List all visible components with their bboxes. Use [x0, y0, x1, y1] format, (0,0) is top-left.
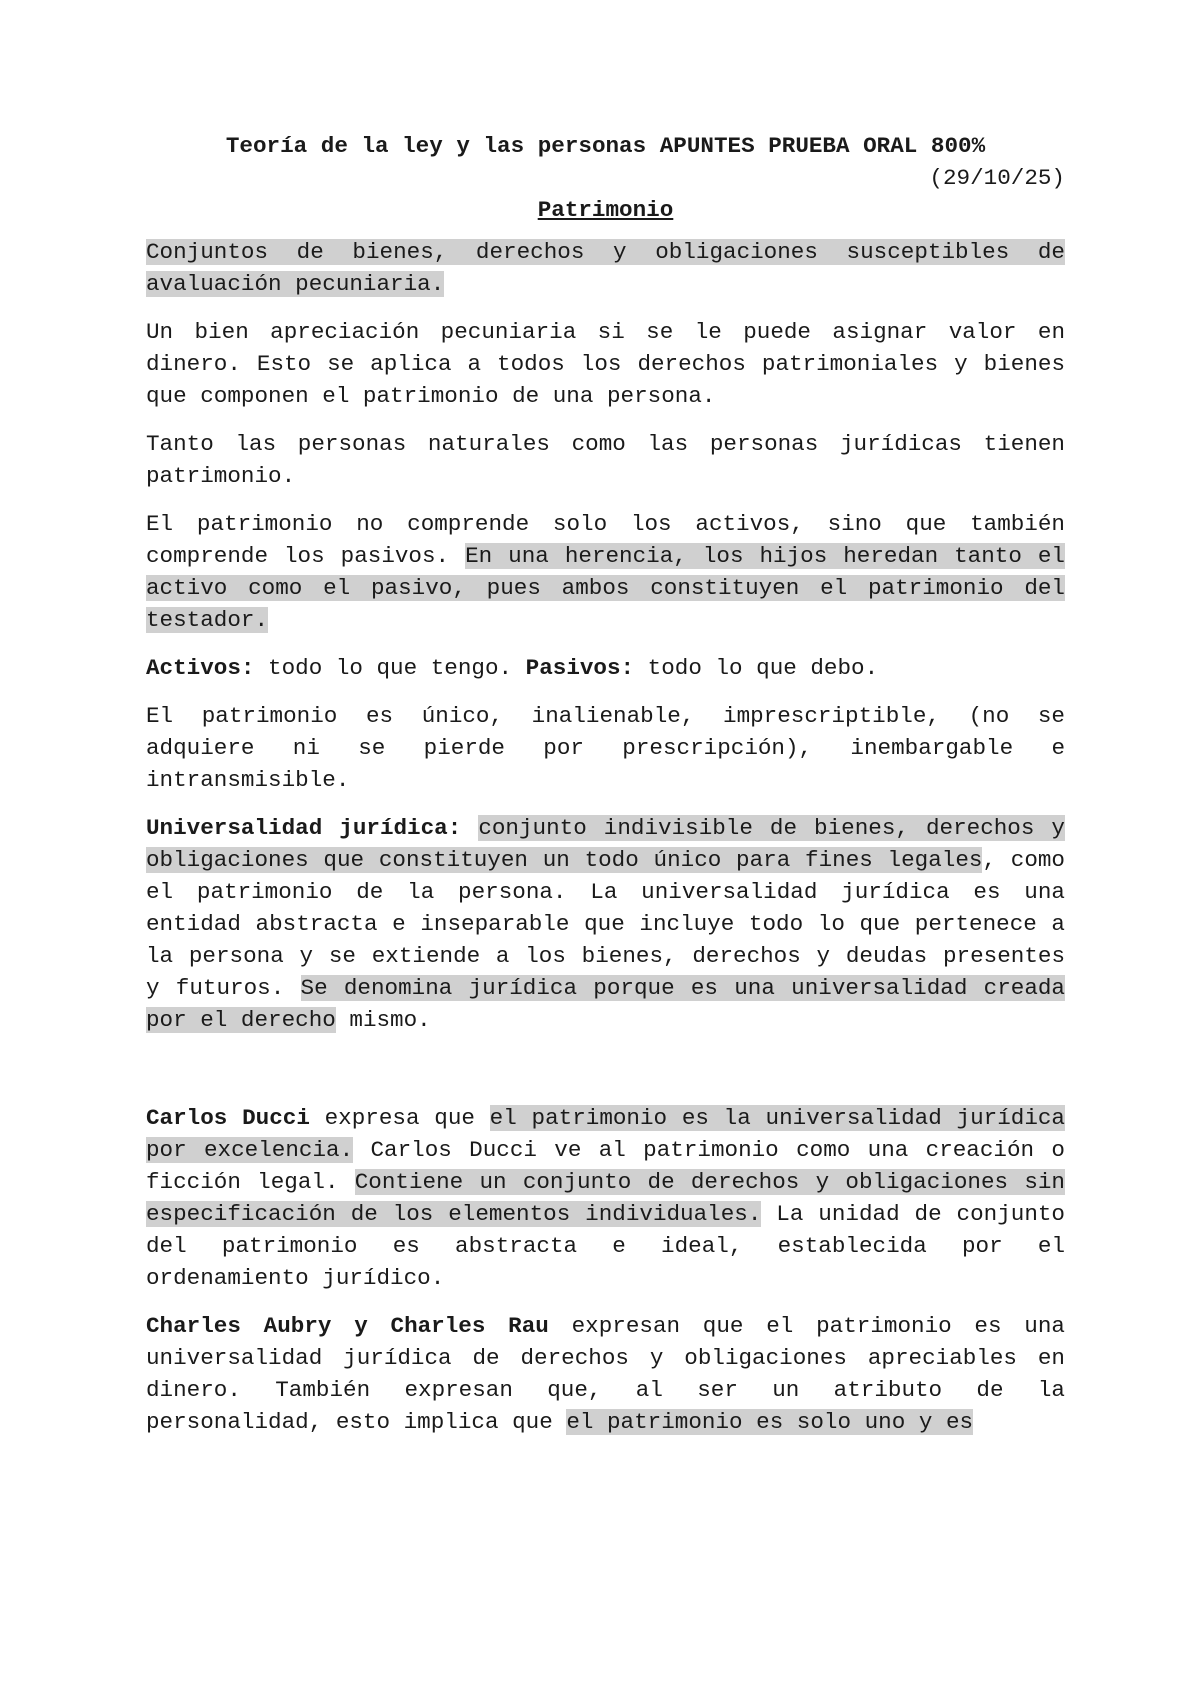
body-text: , como el patrimonio de la persona. La universalidad jurídica es una entidad abstracta e inseparable que incluye todo lo que pertenece a la persona y se extiende a los bienes, derechos y deudas presentes y futuros. [146, 847, 1065, 1001]
bold-term: Activos: [146, 655, 255, 681]
highlighted-text: el patrimonio es solo uno y es [566, 1409, 974, 1435]
paragraph-universality [146, 812, 1065, 1036]
paragraph-characteristics: El patrimonio es único, inalienable, imprescriptible, (no se adquiere ni se pierde por prescripción), inembargable e intransmisible. [146, 703, 1065, 793]
body-text: La unidad de conjunto del patrimonio es abstracta e ideal, establecida por el ordenamiento jurídico. [146, 1201, 1065, 1291]
highlighted-text: Se denomina jurídica porque es una universalidad creada por el derecho [146, 975, 1065, 1033]
blank-space [146, 1052, 1065, 1102]
body-text: expresa que [309, 1105, 490, 1131]
paragraph-definition [146, 236, 1065, 300]
document-date: (29/10/25) [929, 165, 1065, 191]
highlighted-text: Conjuntos de bienes, derechos y obligaciones susceptibles de avaluación pecuniaria. [146, 239, 1065, 297]
body-text: todo lo que debo. [634, 655, 879, 681]
highlighted-text: conjunto indivisible de bienes, derechos y obligaciones que constituyen un todo único para fines legales [146, 815, 1065, 873]
body-text: El patrimonio no comprende solo los activos, sino que también comprende los pasivos. [146, 511, 1065, 569]
document-title: Teoría de la ley y las personas APUNTES PRUEBA ORAL 800% [225, 133, 986, 159]
paragraph-assets-liabilities [146, 508, 1065, 636]
section-heading: Patrimonio [537, 197, 674, 223]
document-page [146, 130, 1065, 1454]
bold-term: Charles Aubry y Charles Rau [146, 1313, 549, 1339]
paragraph-persons: Tanto las personas naturales como las personas jurídicas tienen patrimonio. [146, 431, 1065, 489]
highlighted-text: Contiene un conjunto de derechos y obligaciones sin especificación de los elementos individuales. [146, 1169, 1065, 1227]
bold-term: Carlos Ducci [146, 1105, 310, 1131]
highlighted-text: el patrimonio es la universalidad jurídica por excelencia. [146, 1105, 1065, 1163]
body-text [461, 815, 478, 841]
bold-term: Universalidad jurídica: [146, 815, 462, 841]
paragraph-pecuniary: Un bien apreciación pecuniaria si se le puede asignar valor en dinero. Esto se aplica a todos los derechos patrimoniales y bienes que componen el patrimonio de una persona. [146, 319, 1065, 409]
body-text: expresan que el patrimonio es una universalidad jurídica de derechos y obligaciones apreciables en dinero. También expresan que, al ser un atributo de la personalidad, esto implica que [146, 1313, 1065, 1435]
body-text: Carlos Ducci ve al patrimonio como una creación o ficción legal. [146, 1137, 1065, 1195]
highlighted-text: En una herencia, los hijos heredan tanto el activo como el pasivo, pues ambos constituyen el patrimonio del testador. [146, 543, 1065, 633]
paragraph-ducci [146, 1102, 1065, 1294]
paragraph-aubry-rau [146, 1310, 1065, 1438]
body-text: mismo. [335, 1007, 431, 1033]
bold-term: Pasivos: [525, 655, 635, 681]
body-text: todo lo que tengo. [254, 655, 526, 681]
paragraph-definitions [146, 652, 1065, 684]
